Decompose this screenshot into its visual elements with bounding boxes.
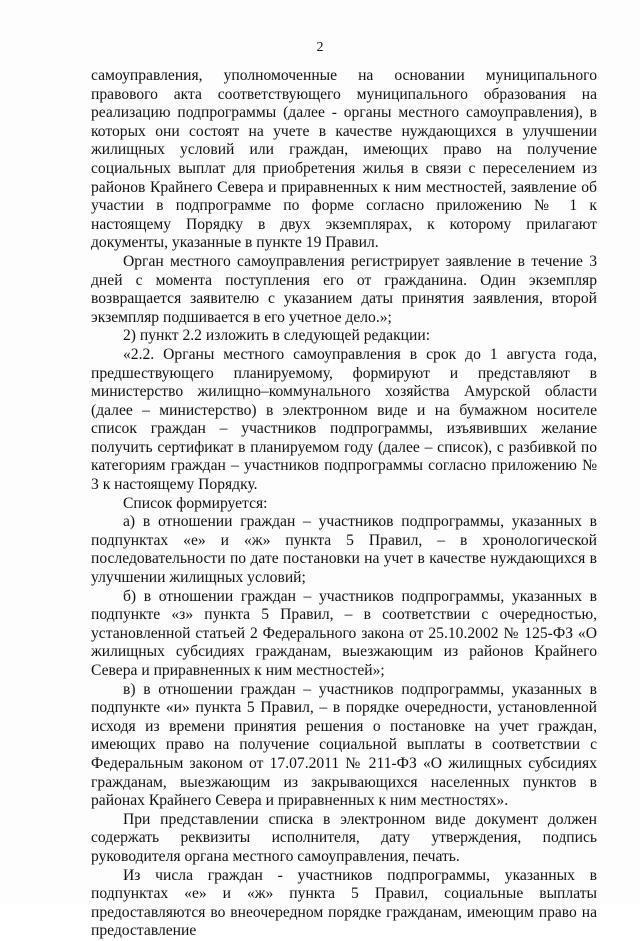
- document-body: [91, 67, 597, 941]
- paragraph-extraordinary: Из числа граждан - участников подпрограммы, указанных в подпунктах «е» и «ж» пункта 5 Правил, социальные выплаты предоставляются во внеочередном порядке гражданам, имеющим право на предоставление: [91, 866, 597, 940]
- paragraph-list-formed: Список формируется:: [123, 494, 268, 512]
- paragraph-item-c: в) в отношении граждан – участников подпрограммы, указанных в подпункте «и» пункта 5 Правил, – в порядке очередности, установленной исходя из времени принятия решения о постановке на учет граждан, имеющих право на получение социальной выплаты в соответствии с Федеральным законом от 17.07.2011 № 211-ФЗ «О жилищных субсидиях гражданам, выезжающим из закрывающихся населенных пунктов в районах Крайнего Севера и приравненных к ним местностях».: [91, 680, 597, 810]
- paragraph-electronic-list: При представлении списка в электронном виде документ должен содержать реквизиты исполнителя, дату утверждения, подпись руководителя органа местного самоуправления, печать.: [91, 810, 597, 865]
- paragraph-item-b: б) в отношении граждан – участников подпрограммы, указанных в подпункте «з» пункта 5 Правил, – в соответствии с очередностью, установленной статьей 2 Федерального закона от 25.10.2002 № 125-ФЗ «О жилищных субсидиях гражданам, выезжающим из районов Крайнего Севера и приравненных к ним местностей»;: [91, 587, 597, 679]
- paragraph-amendment-2: 2) пункт 2.2 изложить в следующей редакции:: [123, 327, 431, 345]
- paragraph-registration: Орган местного самоуправления регистрирует заявление в течение 3 дней с момента поступления его от гражданина. Один экземпляр возвращается заявителю с указанием даты принятия заявления, второй экземпляр подшивается в его учетное дело.»;: [91, 252, 597, 326]
- paragraph-clause-2-2: «2.2. Органы местного самоуправления в срок до 1 августа года, предшествующего планируемому, формируют и представляют в министерство жилищно–коммунального хозяйства Амурской области (далее – министерство) в электронном виде и на бумажном носителе список граждан – участников подпрограммы, изъявивших желание получить сертификат в планируемом году (далее – список), с разбивкой по категориям граждан – участников подпрограммы согласно приложению № 3 к настоящему Порядку.: [91, 345, 597, 494]
- paragraph-item-a: а) в отношении граждан – участников подпрограммы, указанных в подпунктах «е» и «ж» пункта 5 Правил, – в хронологической последовательности по дате постановки на учет в качестве нуждающихся в улучшении жилищных условий;: [91, 513, 597, 587]
- paragraph-continuation: самоуправления, уполномоченные на основании муниципального правового акта соответствующего муниципального образования на реализацию подпрограммы (далее - органы местного самоуправления), в которых они состоят на учете в качестве нуждающихся в улучшении жилищных условий или граждан, имеющих право на получение социальных выплат для приобретения жилья в связи с переселением из районов Крайнего Севера и приравненных к ним местностей, заявление об участии в подпрограмме по форме согласно приложению № 1 к настоящему Порядку в двух экземплярах, к которому прилагают документы, указанные в пункте 19 Правил.: [91, 67, 597, 252]
- page-number: 2: [316, 40, 324, 55]
